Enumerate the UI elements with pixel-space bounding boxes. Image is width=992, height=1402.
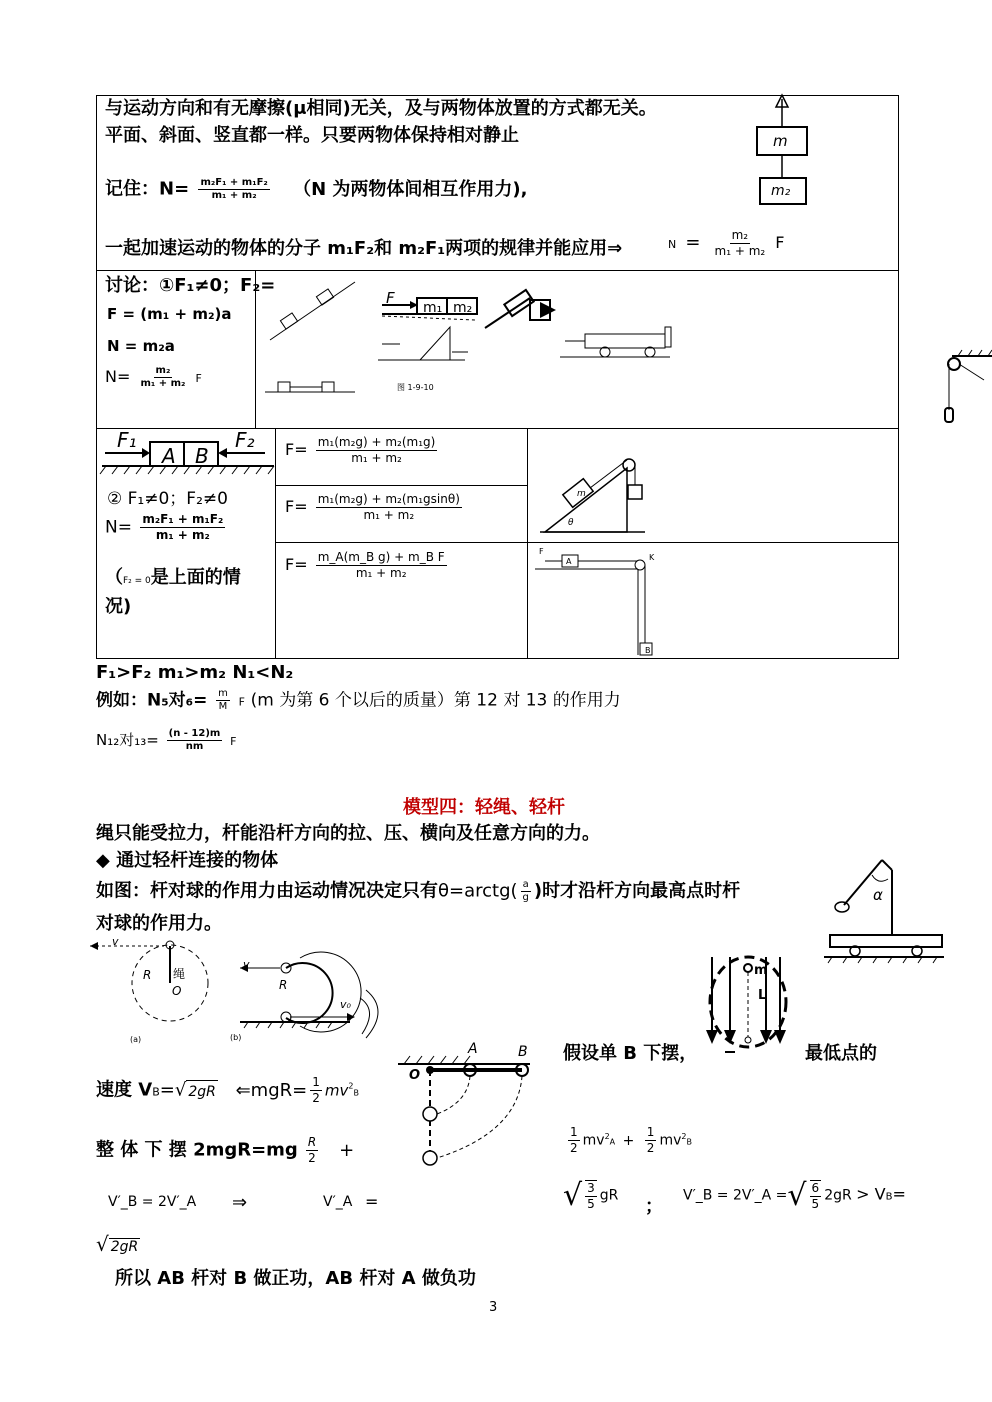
fig-a-O: O xyxy=(172,984,182,998)
va-label: V′_A xyxy=(323,1194,353,1210)
case2-fraction: $\frac{\text{m₂F₁ + m₁F₂}}{\text{m₁ + m₂}}$ xyxy=(142,512,224,542)
row2-formula: F= $\frac{\text{m₁(m₂g) + m₂(m₁gsinθ)}}{\text{m₁ + m₂}}$ xyxy=(285,492,460,522)
cart-rod-figure xyxy=(822,855,947,965)
vb-eq: V′_B = 2V′_A xyxy=(108,1194,197,1210)
fig-b-R: R xyxy=(279,978,288,992)
model4-line4: 对球的作用力。 xyxy=(96,913,222,934)
pendulum-m: m xyxy=(754,963,768,978)
lowest-text: 最低点的 xyxy=(805,1043,877,1064)
fig-b-label: (b) xyxy=(230,1033,242,1042)
va-value: √ $\frac{3}{5}$ gR xyxy=(563,1178,619,1213)
case2-formula: N= $\frac{\text{m₂F₁ + m₁F₂}}{\text{m₁ + m₂}}$ xyxy=(105,512,224,542)
row1-formula: F= $\frac{\text{m₁(m₂g) + m₂(m₁g)}}{\text{m₁ + m₂}}$ xyxy=(285,435,436,465)
vertical-circle-figures xyxy=(90,938,390,1048)
table-pulley-figure xyxy=(535,545,665,657)
pulley-theta: θ xyxy=(568,518,574,528)
sqrt-last: √ 2gR xyxy=(96,1232,139,1256)
discuss-eq2: N = m₂a xyxy=(107,337,175,355)
implies-symbol: ⇒ xyxy=(232,1192,248,1213)
example-fraction: $\frac{m}{M}$ xyxy=(218,688,228,712)
block-m2-label: m₂ xyxy=(771,183,791,199)
rod-fig-A: A xyxy=(468,1041,478,1057)
pulley-m: m xyxy=(577,489,586,499)
semicolon: ； xyxy=(645,1196,663,1217)
model4-bullet: ◆ 通过轻杆连接的物体 xyxy=(96,850,279,871)
table-fig-F: F xyxy=(539,547,544,556)
conclusion: 所以 AB 杆对 B 做正功，AB 杆对 A 做负功 xyxy=(115,1268,476,1289)
box1-line1: 与运动方向和有无摩擦(μ相同)无关，及与两物体放置的方式都无关。 xyxy=(105,98,657,119)
speed-line: 速度 VB=√ 2gR ⇐mgR= $\frac{1}{2}$ $mv^2B$ xyxy=(96,1075,359,1105)
discuss-label: 讨论：①F₁≠0；F₂= xyxy=(105,275,276,296)
rule-fraction: $\frac{\text{m₂}}{\text{m₁ + m₂}}$ xyxy=(714,228,766,258)
fig-A: A xyxy=(162,444,176,468)
box2-figures xyxy=(260,272,680,422)
assume-text: 假设单 B 下摆， xyxy=(563,1043,698,1064)
fig-F2: F₂ xyxy=(235,428,255,452)
case2-note: （F₂ = 0是上面的情 xyxy=(105,567,241,588)
row3-fraction: $\frac{\text{m\_A(m\_B g) + m\_B F}}{\text{m₁ + m₂}}$ xyxy=(317,550,445,580)
va-eq: = xyxy=(365,1192,379,1211)
rod-fig-B: B xyxy=(518,1044,528,1060)
pendulum-L: L xyxy=(758,988,767,1003)
model4-line3: 如图：杆对球的作用力由运动情况决定只有θ=arctg( $\frac{a}{g}$ )时才沿杆方向最高点时杆 xyxy=(96,879,741,903)
rule-text: 一起加速运动的物体的分子 m₁F₂和 m₂F₁两项的规律并能应用⇒ xyxy=(105,238,623,259)
example-line: 例如：N₅对₆= $\frac{m}{M}$ F (m 为第 6 个以后的质量）第 12 对 13 的作用力 xyxy=(96,688,621,712)
model4-line1: 绳只能受拉力，杆能沿杆方向的拉、压、横向及任意方向的力。 xyxy=(96,823,600,844)
row3-formula: F= $\frac{\text{m\_A(m\_B g) + m\_B F}}{\text{m₁ + m₂}}$ xyxy=(285,550,445,580)
pulley-incline-figure xyxy=(535,440,655,540)
cart-alpha: α xyxy=(873,886,883,904)
fig-a-label: (a) xyxy=(130,1035,142,1044)
remember-fraction: $\frac{\text{m₂F₁ + m₁F₂}}{\text{m₁ + m₂}}$ xyxy=(200,177,268,201)
discuss-eq1: F = (m₁ + m₂)a xyxy=(107,305,232,323)
margin-pulley-figure xyxy=(944,350,992,430)
row1-fraction: $\frac{\text{m₁(m₂g) + m₂(m₁g)}}{\text{m₁ + m₂}}$ xyxy=(317,435,436,465)
fig-a-R: R xyxy=(143,968,152,982)
rod-fig-O: O xyxy=(409,1068,421,1083)
discuss-eq3-fraction: $\frac{\text{m₂}}{\text{m₁ + m₂}}$ xyxy=(140,365,186,389)
remember-note: （N 为两物体间相互作用力), xyxy=(293,178,528,200)
page-number: 3 xyxy=(489,1300,498,1315)
model4-title: 模型四：轻绳、轻杆 xyxy=(403,797,565,818)
box2-fig-m1: m₁ xyxy=(423,300,443,316)
box2-fig-F: F xyxy=(386,289,395,307)
n12-fraction: $\frac{(n - 12)m}{nm}$ xyxy=(168,728,221,752)
comparison-line: F₁>F₂ m₁>m₂ N₁<N₂ xyxy=(96,662,294,683)
rule-formula: N = $\frac{\text{m₂}}{\text{m₁ + m₂}}$ F xyxy=(668,228,785,258)
fig-a-v: v xyxy=(112,935,119,948)
kinetic-energy-sum: $\frac{1}{2}$ $mv^2A$ + $\frac{1}{2}$ $mv^2B$ xyxy=(570,1125,692,1155)
fig-F1: F₁ xyxy=(117,428,137,452)
fig-B: B xyxy=(195,444,209,468)
table-fig-B: B xyxy=(645,646,651,655)
row2-fraction: $\frac{\text{m₁(m₂g) + m₂(m₁gsinθ)}}{\text{m₁ + m₂}}$ xyxy=(317,492,460,522)
block-m-label: m xyxy=(773,132,788,150)
box2-fig-m2: m₂ xyxy=(453,300,473,316)
table-fig-A: A xyxy=(566,557,572,566)
remember-label: 记住：N= xyxy=(105,178,190,200)
vb-value: V′_B = 2V′_A =√ $\frac{6}{5}$ 2gR > VB= xyxy=(683,1178,906,1213)
table-fig-K: K xyxy=(649,553,655,562)
box1-line2: 平面、斜面、竖直都一样。只要两物体保持相对静止 xyxy=(105,125,519,146)
fig-b-v: v xyxy=(243,958,250,971)
whole-swing-line: 整 体 下 摆 2mgR=mg $\frac{R}{2}$ + xyxy=(96,1135,355,1165)
n12-line: N₁₂对₁₃= $\frac{(n - 12)m}{nm}$ F xyxy=(96,728,237,752)
case2-label: ② F₁≠0；F₂≠0 xyxy=(107,489,228,509)
fig-a-rope: 绳 xyxy=(173,967,186,981)
box2-fig-caption: 图 1-9-10 xyxy=(397,383,434,392)
pendulum-field-figure xyxy=(700,952,800,1062)
fig-b-v0: v₀ xyxy=(340,998,351,1011)
discuss-eq3: N= $\frac{\text{m₂}}{\text{m₁ + m₂}}$ F xyxy=(105,365,202,389)
case2-note-end: 况) xyxy=(105,596,132,617)
remember-formula xyxy=(105,177,528,202)
